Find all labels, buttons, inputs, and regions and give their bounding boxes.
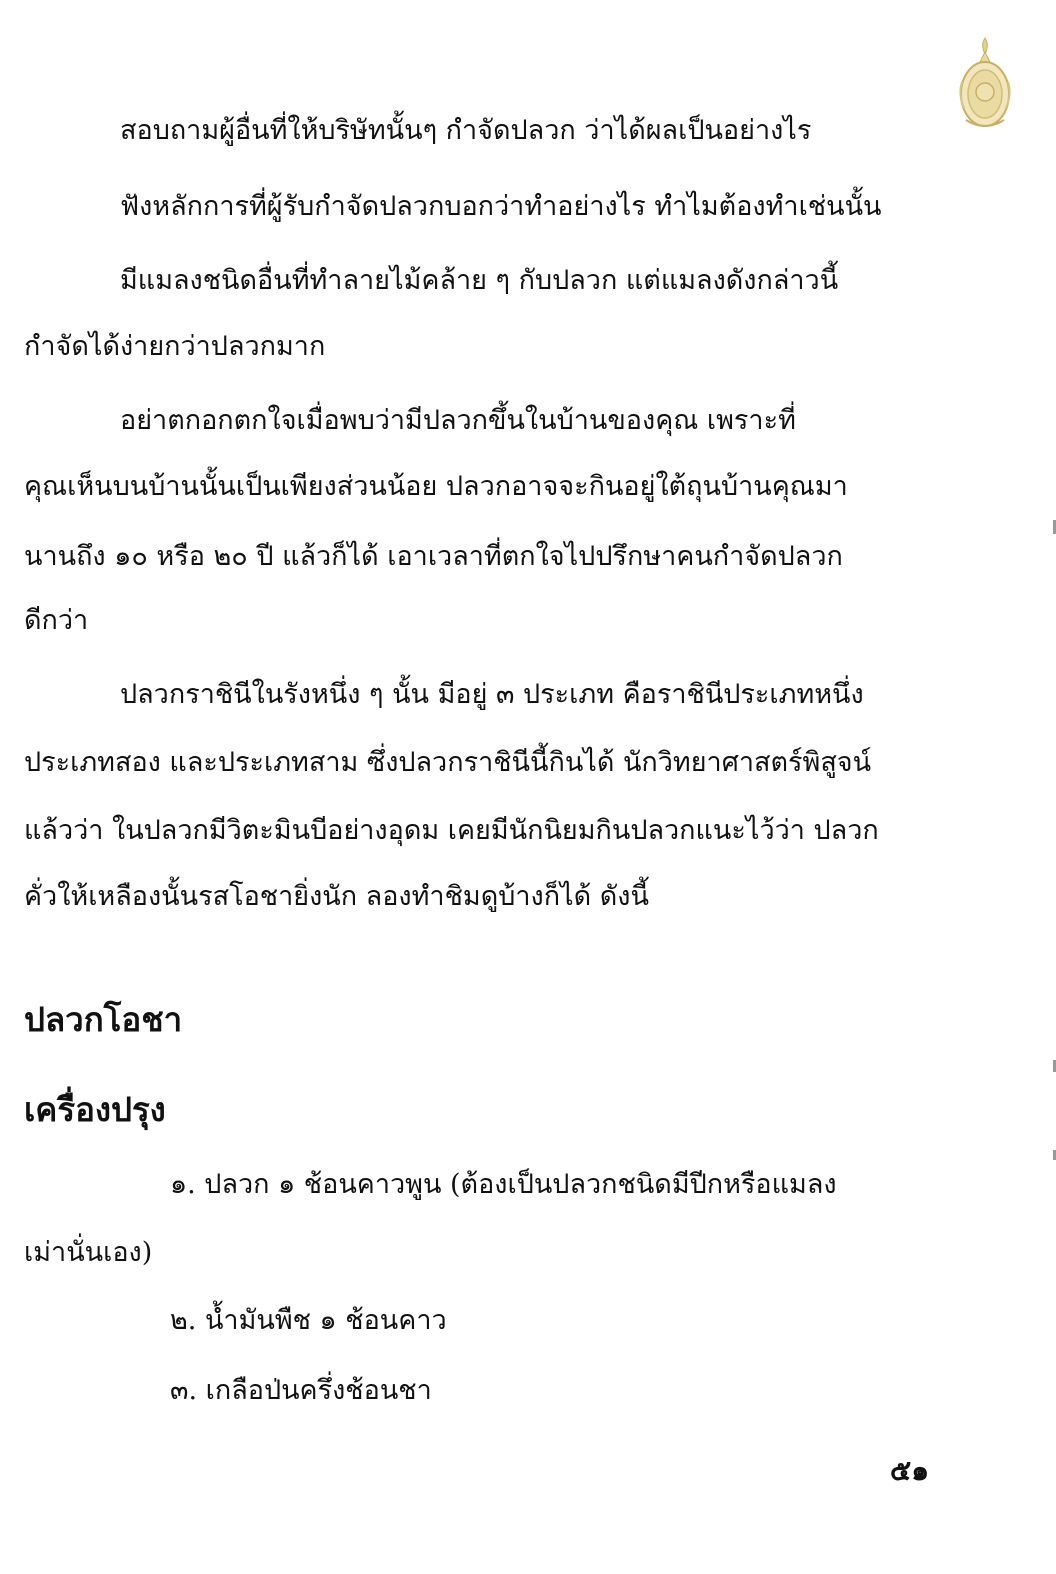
paragraph-line: ประเภทสอง และประเภทสาม ซึ่งปลวกราชินีนี้กินได้ นักวิทยาศาสตร์พิสูจน์ (24, 747, 872, 778)
paragraph-line: แล้วว่า ในปลวกมีวิตะมินบีอย่างอุดม เคยมีนักนิยมกินปลวกแนะไว้ว่า ปลวก (24, 815, 879, 846)
ingredient-item-continued: เม่านั่นเอง) (24, 1237, 153, 1268)
paragraph-line: กำจัดได้ง่ายกว่าปลวกมาก (24, 331, 326, 362)
paragraph-line: ฟังหลักการที่ผู้รับกำจัดปลวกบอกว่าทำอย่างไร ทำไมต้องทำเช่นนั้น (120, 191, 882, 222)
ingredient-item: ๓. เกลือป่นครึ่งช้อนชา (170, 1375, 432, 1406)
recipe-title: ปลวกโอชา (24, 1000, 183, 1039)
paragraph-line: คุณเห็นบนบ้านนั้นเป็นเพียงส่วนน้อย ปลวกอาจจะกินอยู่ใต้ถุนบ้านคุณมา (24, 471, 848, 502)
ingredient-item: ๑. ปลวก ๑ ช้อนคาวพูน (ต้องเป็นปลวกชนิดมีปีกหรือแมลง (170, 1169, 837, 1200)
paragraph-line: ดีกว่า (24, 605, 89, 636)
paragraph-line: สอบถามผู้อื่นที่ให้บริษัทนั้นๆ กำจัดปลวก ว่าได้ผลเป็นอย่างไร (120, 115, 812, 146)
royal-seal-emblem-icon (952, 34, 1018, 134)
ingredient-item: ๒. น้ำมันพืช ๑ ช้อนคาว (170, 1305, 447, 1336)
paragraph-line: คั่วให้เหลืองนั้นรสโอชายิ่งนัก ลองทำชิมดูบ้างก็ได้ ดังนี้ (24, 881, 649, 912)
paragraph-line: มีแมลงชนิดอื่นที่ทำลายไม้คล้าย ๆ กับปลวก แต่แมลงดังกล่าวนี้ (120, 265, 839, 296)
paragraph-line: อย่าตกอกตกใจเมื่อพบว่ามีปลวกขึ้นในบ้านของคุณ เพราะที่ (120, 405, 796, 436)
paragraph-line: นานถึง ๑๐ หรือ ๒๐ ปี แล้วก็ได้ เอาเวลาที่ตกใจไปปรึกษาคนกำจัดปลวก (24, 541, 843, 572)
ingredients-heading: เครื่องปรุง (24, 1090, 166, 1129)
page-number: ๕๑ (890, 1454, 929, 1487)
paragraph-line: ปลวกราชินีในรังหนึ่ง ๆ นั้น มีอยู่ ๓ ประเภท คือราชินีประเภทหนึ่ง (120, 679, 864, 710)
